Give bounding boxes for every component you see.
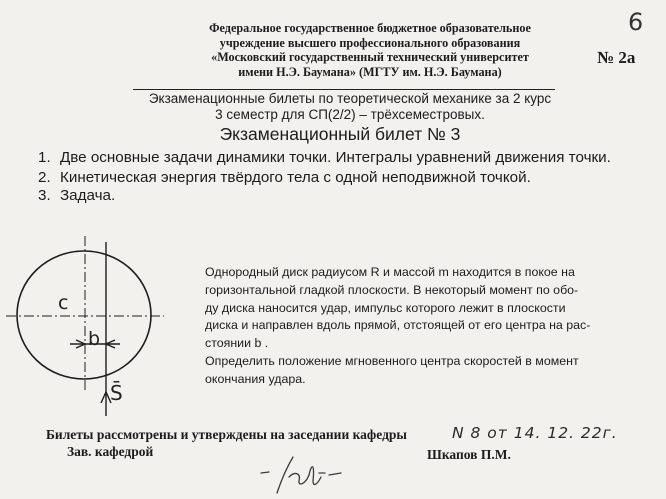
problem-line: Однородный диск радиусом R и массой m находится в покое на [205,265,575,279]
institution-line-1: Федеральное государственное бюджетное образовательное [209,21,531,35]
handwritten-page-mark: 6 [627,7,645,37]
problem-line: диска и направлен вдоль прямой, отстоящей от его центра на рас- [205,318,591,333]
question-text: Две основные задачи динамики точки. Интегралы уравнений движения точки. [60,149,611,166]
question-number: 3. [38,187,51,204]
institution-line-3: «Московский государственный технический университет [211,50,529,65]
question-number: 1. [38,149,51,166]
disk-outline [17,251,151,379]
approval-statement: Билеты рассмотрены и утверждены на заседании кафедры [46,427,407,442]
institution-line-4: имени Н.Э. Баумана» (МГТУ им. Н.Э. Баумана) [238,64,502,79]
distance-label: b [88,328,101,350]
ticket-title: Экзаменационный билет № 3 [219,124,461,144]
ticket-set-number: № 2а [597,48,636,67]
handwritten-protocol-number: N 8 от 14. 12. 22г. [452,424,618,442]
subheader-line-2: 3 семестр для СП(2/2) – трёхсеместровых. [215,107,485,122]
subheader-line-1: Экзаменационные билеты по теоретической механике за 2 курс [148,91,552,106]
center-label: c [58,292,69,314]
problem-line: Определить положение мгновенного центра скоростей в момент [205,353,579,368]
problem-line: ду диска наносится удар, импульс которого лежит в плоскости [205,300,566,315]
question-text: Кинетическая энергия твёрдого тела с одной неподвижной точкой. [60,169,531,186]
problem-line: горизонтальной гладкой плоскости. В некоторый момент по обо- [205,282,579,297]
department-head-label: Зав. кафедрой [67,444,154,459]
handwritten-signature [255,451,365,495]
problem-line: стоянии b . [205,336,269,351]
problem-statement [205,264,625,389]
question-text: Задача. [60,187,116,204]
question-number: 2. [38,169,51,186]
department-head-name: Шкапов П.М. [427,447,511,462]
impulse-label: S̄ [110,381,123,405]
institution-line-2: учреждение высшего профессионального образования [219,35,521,50]
problem-line: окончания удара. [205,371,306,386]
